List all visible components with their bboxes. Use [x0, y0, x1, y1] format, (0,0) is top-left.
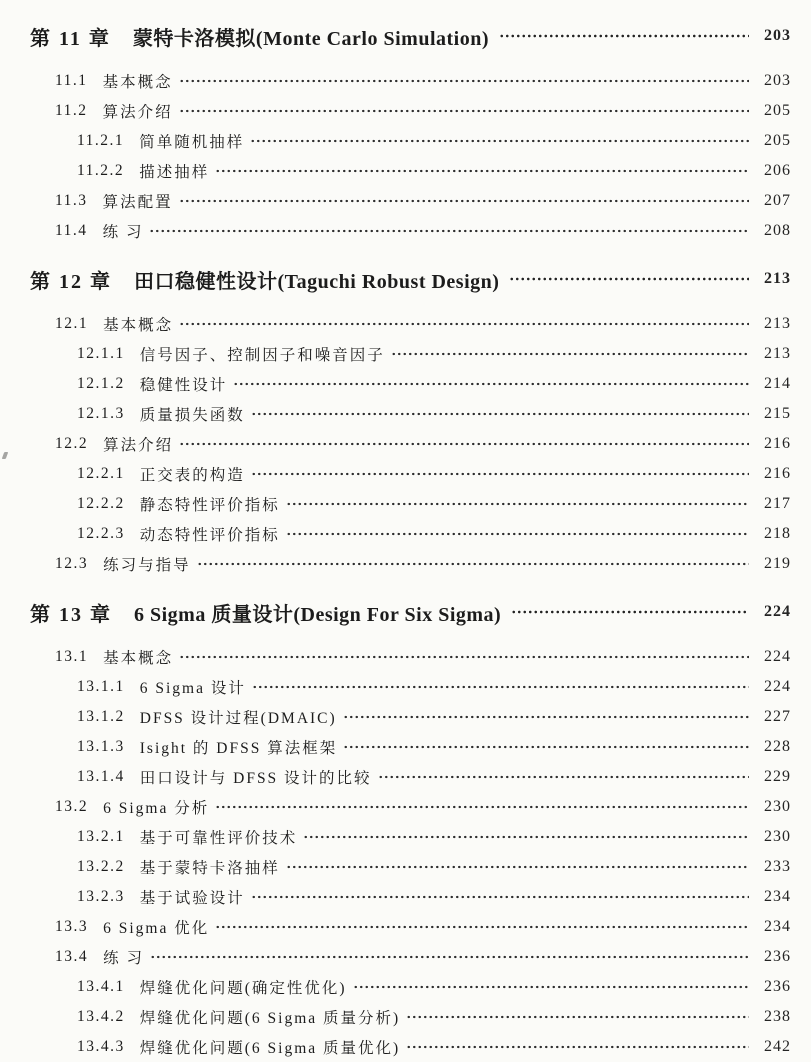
entry-number: 13.4 [55, 948, 89, 965]
entry-title: DFSS 设计过程(DMAIC) [139, 710, 337, 727]
toc-entry-row [30, 459, 791, 489]
entry-page-number: 208 [764, 222, 791, 239]
entry-title: 描述抽样 [139, 164, 210, 181]
chapter-title: 田口稳健性设计(Taguchi Robust Design) [134, 270, 500, 293]
entry-title: 基于试验设计 [139, 890, 245, 907]
toc-entry-row [30, 1002, 791, 1032]
entry-title: 动态特性评价指标 [139, 527, 280, 544]
entry-page-number: 205 [764, 102, 791, 119]
entry-page-number: 224 [764, 648, 791, 665]
dot-leader [343, 740, 749, 754]
dot-leader [511, 605, 749, 619]
dot-leader [406, 1040, 749, 1054]
dot-leader [215, 164, 749, 178]
dot-leader [252, 680, 749, 694]
dot-leader [251, 407, 749, 421]
toc-entry-row [30, 882, 791, 912]
entry-title: 6 Sigma 设计 [139, 680, 246, 697]
dot-leader [250, 134, 749, 148]
toc-chapter-heading [30, 16, 791, 56]
dot-leader [353, 980, 749, 994]
entry-number: 12.1 [55, 315, 89, 332]
chapter-title: 蒙特卡洛模拟(Monte Carlo Simulation) [132, 27, 489, 50]
entry-number: 13.1.3 [77, 738, 125, 755]
dot-leader [215, 920, 749, 934]
dot-leader [179, 104, 749, 118]
dot-leader [179, 194, 749, 208]
entry-number: 12.2.2 [77, 495, 125, 512]
entry-number: 11.2.2 [77, 162, 125, 179]
toc-entry-row [30, 369, 791, 399]
toc-entry-row [30, 186, 791, 216]
dot-leader [179, 437, 749, 451]
toc-entry-row [30, 216, 791, 246]
dot-leader [150, 950, 749, 964]
entry-title: 田口设计与 DFSS 设计的比较 [139, 770, 372, 787]
entry-page-number: 215 [764, 405, 791, 422]
entry-page-number: 236 [764, 948, 791, 965]
entry-number: 11.4 [55, 222, 88, 239]
entry-number: 11.2.1 [77, 132, 125, 149]
toc-entry-row [30, 792, 791, 822]
toc-entry-row [30, 429, 791, 459]
entry-number: 12.2 [55, 435, 89, 452]
entry-number: 13.2.2 [77, 858, 125, 875]
entry-page-number: 217 [764, 495, 791, 512]
toc-entry-row [30, 66, 791, 96]
entry-page-number: 203 [764, 72, 791, 89]
entry-title: 信号因子、控制因子和噪音因子 [139, 347, 385, 364]
entry-title: 质量损失函数 [139, 407, 245, 424]
entry-page-number: 216 [764, 465, 791, 482]
chapter-page-number: 203 [764, 27, 791, 44]
entry-number: 11.3 [55, 192, 88, 209]
entry-title: 基于可靠性评价技术 [139, 830, 298, 847]
dot-leader [406, 1010, 749, 1024]
entry-page-number: 227 [764, 708, 791, 725]
dot-leader [286, 527, 749, 541]
entry-title: 算法介绍 [103, 437, 174, 454]
entry-title: 练 习 [102, 224, 144, 241]
entry-page-number: 224 [764, 678, 791, 695]
toc-entry-row [30, 822, 791, 852]
entry-page-number: 242 [764, 1038, 791, 1055]
entry-number: 11.2 [55, 102, 88, 119]
entry-number: 12.1.1 [77, 345, 125, 362]
dot-leader [509, 272, 749, 286]
chapter-number: 第 11 章 [30, 27, 111, 50]
dot-leader [179, 74, 749, 88]
dot-leader [179, 650, 749, 664]
entry-title: 正交表的构造 [139, 467, 245, 484]
entry-title: 练 习 [103, 950, 145, 967]
toc-chapter-heading [30, 259, 791, 299]
toc-entry-row [30, 1032, 791, 1062]
entry-page-number: 219 [764, 555, 791, 572]
entry-title: 简单随机抽样 [139, 134, 245, 151]
entry-number: 11.1 [55, 72, 88, 89]
dot-leader [233, 377, 749, 391]
entry-page-number: 229 [764, 768, 791, 785]
toc-chapter-heading [30, 592, 791, 632]
entry-page-number: 233 [764, 858, 791, 875]
entry-number: 13.3 [55, 918, 89, 935]
entry-page-number: 205 [764, 132, 791, 149]
entry-page-number: 234 [764, 888, 791, 905]
entry-title: 焊缝优化问题(6 Sigma 质量分析) [139, 1010, 401, 1027]
entry-page-number: 230 [764, 798, 791, 815]
entry-title: 静态特性评价指标 [139, 497, 280, 514]
entry-page-number: 236 [764, 978, 791, 995]
toc-entry-row [30, 702, 791, 732]
chapter-title: 6 Sigma 质量设计(Design For Six Sigma) [134, 603, 502, 626]
entry-page-number: 206 [764, 162, 791, 179]
entry-title: 算法配置 [102, 194, 173, 211]
toc-list [30, 16, 791, 1062]
dot-leader [303, 830, 749, 844]
chapter-number: 第 13 章 [30, 603, 112, 626]
scan-artifact [2, 452, 9, 459]
dot-leader [215, 800, 749, 814]
entry-page-number: 213 [764, 315, 791, 332]
entry-number: 12.2.3 [77, 525, 125, 542]
dot-leader [286, 497, 749, 511]
entry-number: 13.1.2 [77, 708, 125, 725]
entry-page-number: 216 [764, 435, 791, 452]
entry-number: 13.2 [55, 798, 89, 815]
entry-number: 12.1.3 [77, 405, 125, 422]
entry-title: 焊缝优化问题(6 Sigma 质量优化) [139, 1040, 401, 1057]
entry-page-number: 218 [764, 525, 791, 542]
entry-page-number: 213 [764, 345, 791, 362]
toc-entry-row [30, 399, 791, 429]
dot-leader [343, 710, 749, 724]
entry-page-number: 234 [764, 918, 791, 935]
entry-title: 基本概念 [103, 650, 174, 667]
entry-number: 12.1.2 [77, 375, 125, 392]
entry-page-number: 228 [764, 738, 791, 755]
dot-leader [391, 347, 749, 361]
toc-entry-row [30, 96, 791, 126]
entry-number: 13.4.2 [77, 1008, 125, 1025]
toc-entry-row [30, 852, 791, 882]
entry-title: 算法介绍 [102, 104, 173, 121]
entry-title: 基于蒙特卡洛抽样 [139, 860, 280, 877]
toc-entry-row [30, 339, 791, 369]
dot-leader [251, 467, 749, 481]
toc-entry-row [30, 762, 791, 792]
entry-title: 6 Sigma 分析 [103, 800, 210, 817]
dot-leader [149, 224, 749, 238]
entry-title: Isight 的 DFSS 算法框架 [139, 740, 338, 757]
entry-title: 焊缝优化问题(确定性优化) [139, 980, 347, 997]
entry-page-number: 230 [764, 828, 791, 845]
entry-number: 13.1.1 [77, 678, 125, 695]
toc-entry-row [30, 972, 791, 1002]
toc-entry-row [30, 519, 791, 549]
chapter-number: 第 12 章 [30, 270, 112, 293]
entry-number: 13.1.4 [77, 768, 125, 785]
dot-leader [499, 29, 749, 43]
toc-entry-row [30, 912, 791, 942]
entry-page-number: 207 [764, 192, 791, 209]
dot-leader [197, 557, 749, 571]
toc-entry-row [30, 126, 791, 156]
toc-entry-row [30, 672, 791, 702]
entry-title: 稳健性设计 [139, 377, 228, 394]
toc-entry-row [30, 309, 791, 339]
entry-number: 13.4.3 [77, 1038, 125, 1055]
entry-number: 12.3 [55, 555, 89, 572]
toc-entry-row [30, 156, 791, 186]
chapter-page-number: 213 [764, 270, 791, 287]
entry-title: 基本概念 [102, 74, 173, 91]
toc-entry-row [30, 642, 791, 672]
entry-title: 6 Sigma 优化 [103, 920, 210, 937]
entry-number: 13.2.3 [77, 888, 125, 905]
entry-page-number: 214 [764, 375, 791, 392]
dot-leader [179, 317, 749, 331]
entry-page-number: 238 [764, 1008, 791, 1025]
chapter-page-number: 224 [764, 603, 791, 620]
entry-number: 13.1 [55, 648, 89, 665]
toc-entry-row [30, 489, 791, 519]
toc-entry-row [30, 549, 791, 579]
toc-entry-row [30, 732, 791, 762]
dot-leader [378, 770, 749, 784]
entry-number: 12.2.1 [77, 465, 125, 482]
entry-title: 基本概念 [103, 317, 174, 334]
dot-leader [286, 860, 749, 874]
toc-entry-row [30, 942, 791, 972]
entry-number: 13.2.1 [77, 828, 125, 845]
entry-title: 练习与指导 [103, 557, 191, 574]
entry-number: 13.4.1 [77, 978, 125, 995]
dot-leader [251, 890, 749, 904]
